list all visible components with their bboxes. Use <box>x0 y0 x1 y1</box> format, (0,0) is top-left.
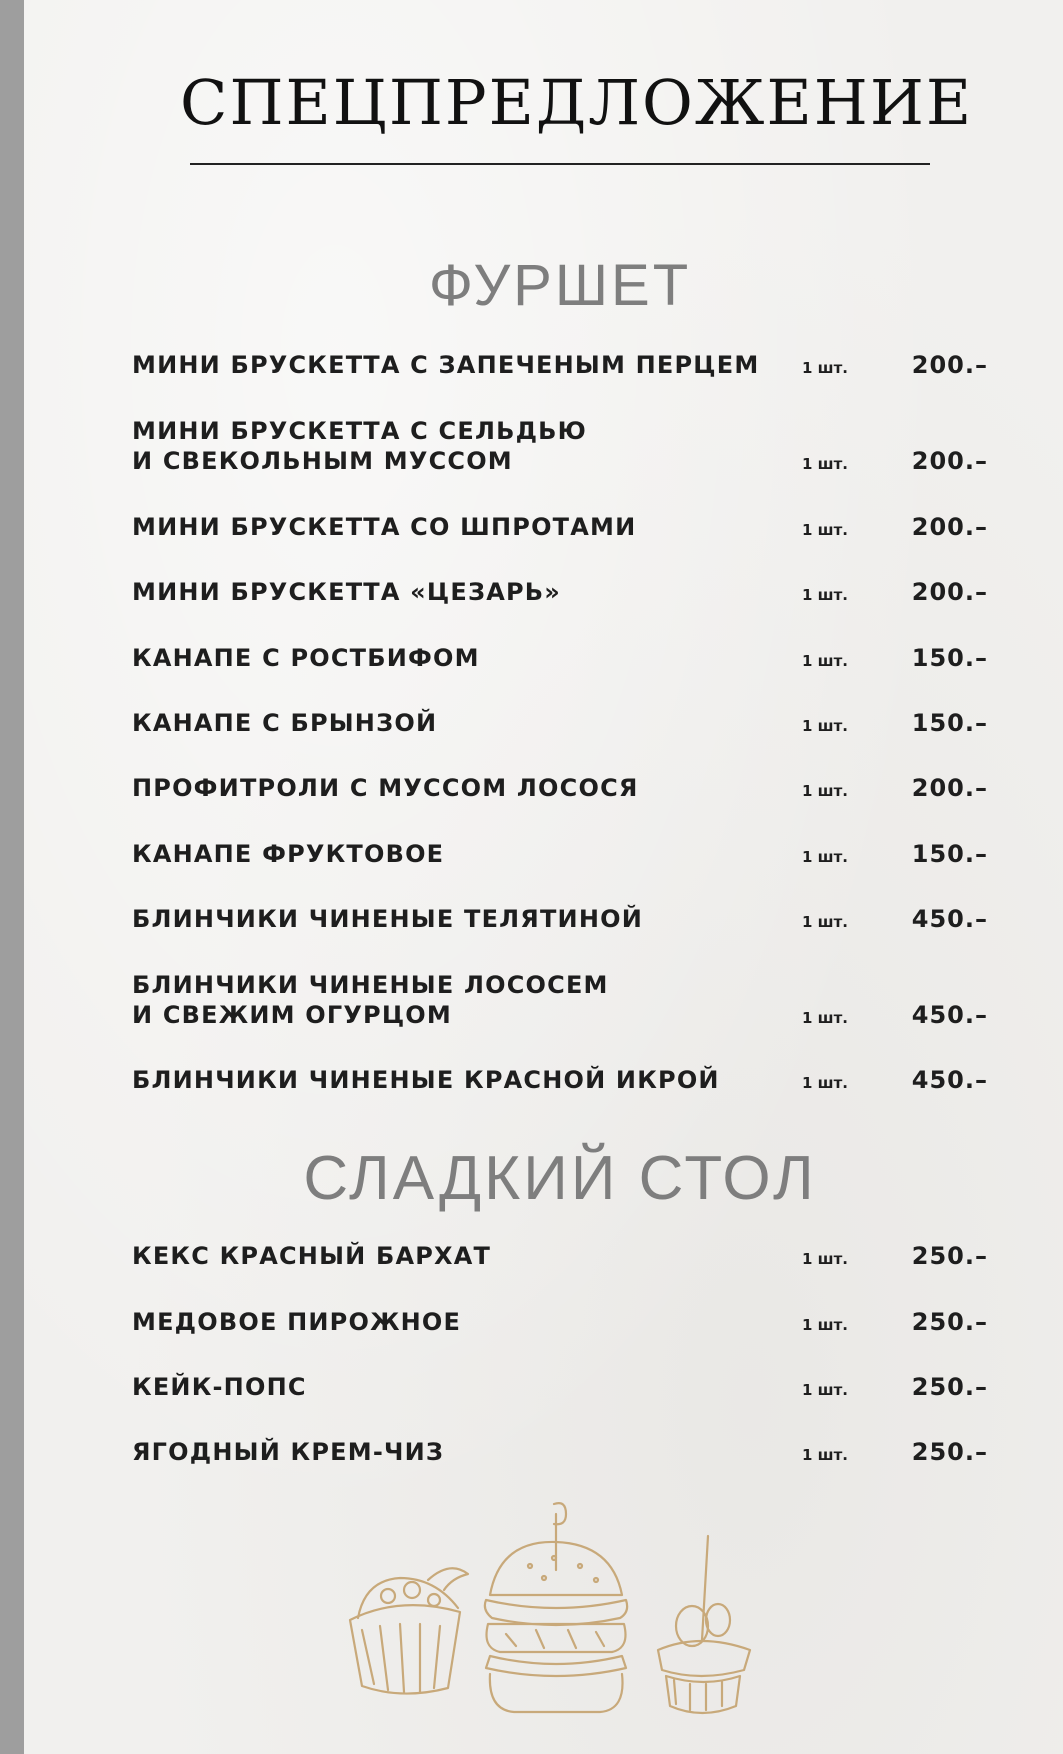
menu-item <box>132 340 988 380</box>
item-qty: 1 шт. <box>802 359 848 377</box>
side-strip <box>0 0 24 1754</box>
item-qty: 1 шт. <box>802 782 848 800</box>
item-qty: 1 шт. <box>802 848 848 866</box>
item-name: МИНИ БРУСКЕТТА С СЕЛЬДЬЮ И СВЕКОЛЬНЫМ МУССОМ <box>132 417 588 475</box>
item-price: 250.– <box>911 1242 988 1270</box>
item-name: ПРОФИТРОЛИ С МУССОМ ЛОСОСЯ <box>132 774 639 802</box>
menu-item <box>132 1427 988 1467</box>
item-qty: 1 шт. <box>802 586 848 604</box>
item-qty: 1 шт. <box>802 1381 848 1399</box>
section-heading-sweet-table: СЛАДКИЙ СТОЛ <box>303 1144 817 1213</box>
item-price: 200.– <box>911 774 988 802</box>
item-name: КАНАПЕ ФРУКТОВОЕ <box>132 840 445 868</box>
item-price: 250.– <box>911 1438 988 1466</box>
menu-item <box>132 1055 988 1095</box>
item-price: 200.– <box>911 447 988 475</box>
item-name: КЕЙК-ПОПС <box>132 1373 307 1401</box>
item-qty: 1 шт. <box>802 652 848 670</box>
item-qty: 1 шт. <box>802 913 848 931</box>
tartlet-icon <box>350 1568 468 1693</box>
item-name: ЯГОДНЫЙ КРЕМ-ЧИЗ <box>132 1438 445 1466</box>
item-name: МИНИ БРУСКЕТТА «ЦЕЗАРЬ» <box>132 578 561 606</box>
item-name: БЛИНЧИКИ ЧИНЕНЫЕ ЛОСОСЕМ И СВЕЖИМ ОГУРЦОМ <box>132 971 609 1029</box>
menu-item <box>132 1231 988 1271</box>
menu-item <box>132 894 988 934</box>
menu-item <box>132 502 988 542</box>
item-qty: 1 шт. <box>802 1009 848 1027</box>
item-name: МЕДОВОЕ ПИРОЖНОЕ <box>132 1308 462 1336</box>
item-qty: 1 шт. <box>802 1446 848 1464</box>
item-qty: 1 шт. <box>802 521 848 539</box>
item-price: 150.– <box>911 709 988 737</box>
mini-burger-icon <box>485 1503 627 1712</box>
item-price: 450.– <box>911 1001 988 1029</box>
item-qty: 1 шт. <box>802 1250 848 1268</box>
title-divider <box>190 163 930 165</box>
item-name: КЕКС КРАСНЫЙ БАРХАТ <box>132 1242 492 1270</box>
menu-item <box>132 763 988 803</box>
item-qty: 1 шт. <box>802 717 848 735</box>
item-name: БЛИНЧИКИ ЧИНЕНЫЕ КРАСНОЙ ИКРОЙ <box>132 1066 720 1094</box>
menu-item <box>132 829 988 869</box>
item-qty: 1 шт. <box>802 455 848 473</box>
item-price: 250.– <box>911 1308 988 1336</box>
item-name: МИНИ БРУСКЕТТА СО ШПРОТАМИ <box>132 513 637 541</box>
item-name: БЛИНЧИКИ ЧИНЕНЫЕ ТЕЛЯТИНОЙ <box>132 905 644 933</box>
item-price: 150.– <box>911 644 988 672</box>
item-price: 200.– <box>911 351 988 379</box>
item-price: 200.– <box>911 578 988 606</box>
item-name: МИНИ БРУСКЕТТА С ЗАПЕЧЕНЫМ ПЕРЦЕМ <box>132 351 760 379</box>
section-heading-furshet: ФУРШЕТ <box>428 253 692 318</box>
page-title: СПЕЦПРЕДЛОЖЕНИЕ <box>180 66 974 139</box>
menu-item <box>132 960 988 1030</box>
menu-item <box>132 567 988 607</box>
menu-item <box>132 1297 988 1337</box>
item-name: КАНАПЕ С БРЫНЗОЙ <box>132 709 438 737</box>
menu-item <box>132 698 988 738</box>
item-name: КАНАПЕ С РОСТБИФОМ <box>132 644 480 672</box>
item-qty: 1 шт. <box>802 1316 848 1334</box>
menu-item <box>132 406 988 476</box>
item-price: 150.– <box>911 840 988 868</box>
menu-item <box>132 633 988 673</box>
food-illustration <box>340 1500 760 1740</box>
item-price: 450.– <box>911 1066 988 1094</box>
item-price: 250.– <box>911 1373 988 1401</box>
item-qty: 1 шт. <box>802 1074 848 1092</box>
item-price: 200.– <box>911 513 988 541</box>
item-price: 450.– <box>911 905 988 933</box>
canape-icon <box>658 1536 750 1713</box>
menu-item <box>132 1362 988 1402</box>
